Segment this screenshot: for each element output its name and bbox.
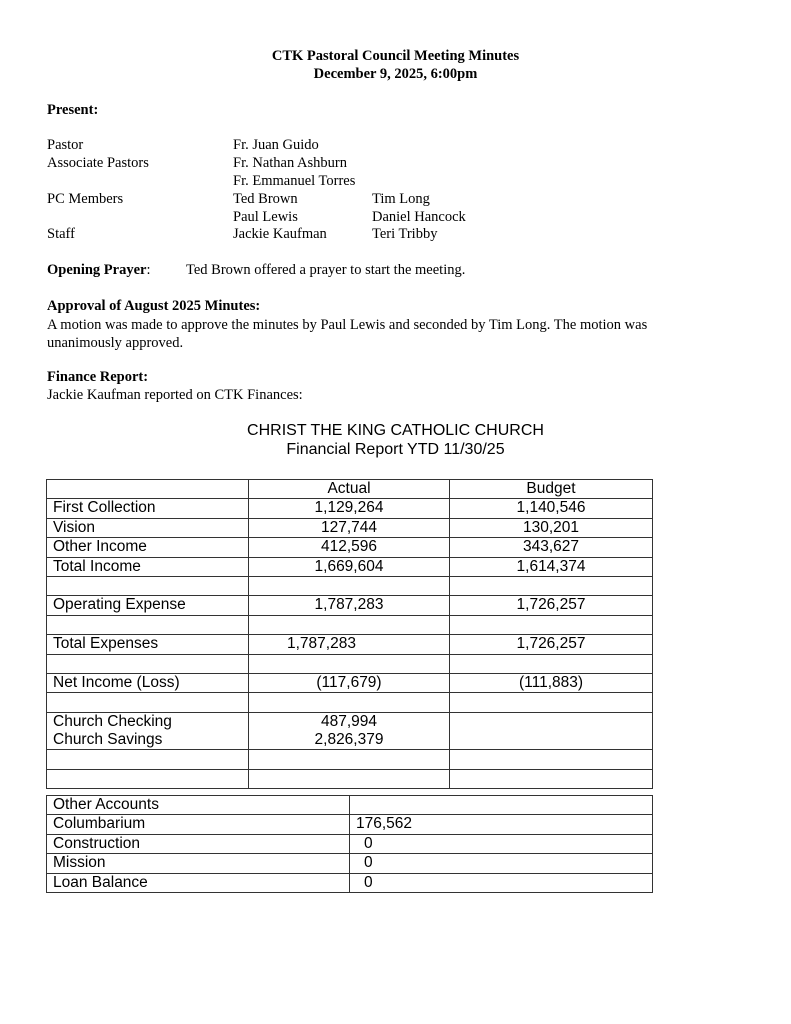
present-heading: Present: <box>47 102 99 118</box>
role-pc-members: PC Members <box>47 191 124 207</box>
budget-value <box>450 750 653 769</box>
actual-value <box>249 615 450 634</box>
budget-value <box>450 731 653 750</box>
financial-report-table <box>46 479 653 789</box>
row-label <box>47 769 249 788</box>
budget-value: 343,627 <box>450 538 653 557</box>
row-label <box>47 654 249 673</box>
row-label: Total Income <box>47 557 249 576</box>
church-name: CHRIST THE KING CATHOLIC CHURCH <box>247 422 544 439</box>
role-associate-pastors: Associate Pastors <box>47 155 149 171</box>
actual-value <box>249 769 450 788</box>
row-label: Net Income (Loss) <box>47 673 249 692</box>
account-name: Loan Balance <box>47 873 350 892</box>
account-name: Construction <box>47 834 350 853</box>
empty-cell <box>350 796 653 815</box>
row-label <box>47 693 249 712</box>
account-value: 0 <box>350 873 653 892</box>
table-row <box>47 499 653 518</box>
row-label <box>47 750 249 769</box>
meeting-date: December 9, 2025, 6:00pm <box>313 66 478 82</box>
account-value: 176,562 <box>350 815 653 834</box>
attendee-name: Fr. Juan Guido <box>233 137 319 153</box>
table-row-empty <box>47 654 653 673</box>
table-row <box>47 873 653 892</box>
attendee-name: Paul Lewis <box>233 209 298 225</box>
budget-value: 130,201 <box>450 518 653 537</box>
table-row <box>47 596 653 615</box>
attendee-name: Teri Tribby <box>372 226 438 242</box>
column-header-budget: Budget <box>450 480 653 499</box>
budget-value <box>450 769 653 788</box>
row-label: Other Income <box>47 538 249 557</box>
table-row <box>47 673 653 692</box>
budget-value: (111,883) <box>450 673 653 692</box>
actual-value: 1,129,264 <box>249 499 450 518</box>
budget-value: 1,140,546 <box>450 499 653 518</box>
table-row <box>47 518 653 537</box>
actual-value <box>249 654 450 673</box>
actual-value: 1,787,283 <box>249 635 450 654</box>
row-label <box>47 615 249 634</box>
account-name: Mission <box>47 854 350 873</box>
actual-value <box>249 693 450 712</box>
table-row <box>47 635 653 654</box>
opening-prayer-label: Opening Prayer <box>47 262 147 278</box>
approval-heading: Approval of August 2025 Minutes: <box>47 298 261 314</box>
actual-value: 2,826,379 <box>249 731 450 750</box>
account-name: Columbarium <box>47 815 350 834</box>
budget-value <box>450 615 653 634</box>
row-label: Church Savings <box>47 731 249 750</box>
budget-value <box>450 712 653 731</box>
opening-prayer-text: Ted Brown offered a prayer to start the meeting. <box>186 262 466 278</box>
table-row <box>47 731 653 750</box>
table-header-cell <box>47 480 249 499</box>
actual-value: 487,994 <box>249 712 450 731</box>
table-row <box>47 815 653 834</box>
row-label <box>47 576 249 595</box>
attendee-name: Tim Long <box>372 191 430 207</box>
document-title: CTK Pastoral Council Meeting Minutes <box>271 48 520 64</box>
actual-value <box>249 750 450 769</box>
table-row-empty <box>47 769 653 788</box>
row-label: Operating Expense <box>47 596 249 615</box>
table-row <box>47 834 653 853</box>
table-header-row <box>47 796 653 815</box>
other-accounts-heading: Other Accounts <box>47 796 350 815</box>
budget-value: 1,726,257 <box>450 635 653 654</box>
budget-value <box>450 576 653 595</box>
approval-text: A motion was made to approve the minutes by Paul Lewis and seconded by Tim Long. The motion was unanimously approved. <box>47 317 648 351</box>
table-header-row <box>47 480 653 499</box>
attendee-name: Fr. Nathan Ashburn <box>233 155 347 171</box>
actual-value: 1,787,283 <box>249 596 450 615</box>
report-title: Financial Report YTD 11/30/25 <box>286 441 505 458</box>
finance-heading: Finance Report: <box>47 369 149 385</box>
table-row-empty <box>47 576 653 595</box>
account-value: 0 <box>350 834 653 853</box>
attendee-name: Fr. Emmanuel Torres <box>233 173 356 189</box>
actual-value: 1,669,604 <box>249 557 450 576</box>
account-value: 0 <box>350 854 653 873</box>
table-row <box>47 538 653 557</box>
row-label: First Collection <box>47 499 249 518</box>
other-accounts-table <box>46 795 653 893</box>
budget-value: 1,614,374 <box>450 557 653 576</box>
actual-value: 127,744 <box>249 518 450 537</box>
attendee-name: Daniel Hancock <box>372 209 466 225</box>
role-staff: Staff <box>47 226 75 242</box>
table-row <box>47 557 653 576</box>
table-row-empty <box>47 750 653 769</box>
row-label: Vision <box>47 518 249 537</box>
finance-intro: Jackie Kaufman reported on CTK Finances: <box>47 387 303 403</box>
row-label: Total Expenses <box>47 635 249 654</box>
actual-value <box>249 576 450 595</box>
budget-value <box>450 654 653 673</box>
row-label: Church Checking <box>47 712 249 731</box>
opening-prayer-label-wrap: Opening Prayer: <box>47 262 151 278</box>
actual-value: 412,596 <box>249 538 450 557</box>
column-header-actual: Actual <box>249 480 450 499</box>
table-row-empty <box>47 693 653 712</box>
actual-value: (117,679) <box>249 673 450 692</box>
attendee-name: Ted Brown <box>233 191 298 207</box>
budget-value: 1,726,257 <box>450 596 653 615</box>
attendee-name: Jackie Kaufman <box>233 226 327 242</box>
table-row-empty <box>47 615 653 634</box>
budget-value <box>450 693 653 712</box>
table-row <box>47 712 653 731</box>
table-row <box>47 854 653 873</box>
role-pastor: Pastor <box>47 137 84 153</box>
